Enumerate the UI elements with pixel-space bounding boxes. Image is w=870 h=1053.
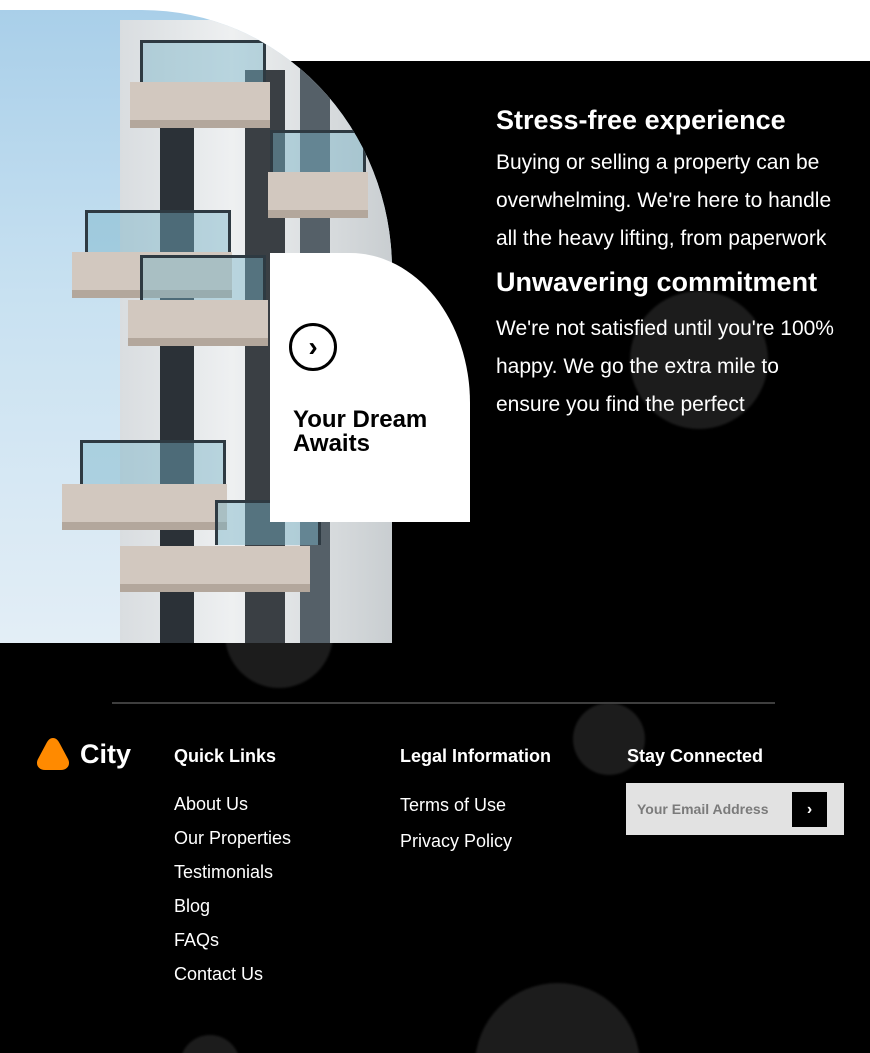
balcony (62, 484, 227, 530)
feature-title: Stress-free experience (496, 105, 786, 135)
feature-text: Buying or selling a property can be overwhelming. We're here to handle all the heavy lifting, from paperwork (496, 151, 832, 250)
footer-link-blog[interactable]: Blog (174, 896, 211, 916)
footer-link-properties[interactable]: Our Properties (174, 828, 292, 848)
feature-title: Unwavering commitment (496, 267, 818, 297)
newsletter-form (626, 783, 844, 835)
stay-connected-heading: Stay Connected (627, 746, 764, 766)
balcony-railing (140, 40, 266, 85)
balcony-railing (85, 210, 231, 255)
balcony (128, 300, 268, 346)
features-list (496, 96, 846, 424)
footer-divider (112, 702, 775, 704)
quick-links-column (174, 743, 291, 991)
quick-links-heading: Quick Links (174, 746, 277, 766)
balcony-railing (140, 255, 266, 300)
legal-column (400, 743, 551, 859)
decorative-circle (180, 1035, 240, 1053)
city-logo-icon (36, 737, 70, 771)
balcony-railing (270, 130, 366, 175)
feature-text: We're not satisfied until you're 100% happy. We go the extra mile to ensure you find the perfect (496, 317, 834, 416)
balcony-railing (80, 440, 226, 485)
footer-link-about[interactable]: About Us (174, 794, 249, 814)
balcony (130, 82, 270, 128)
footer-link-testimonials[interactable]: Testimonials (174, 862, 274, 882)
stay-connected-column (627, 743, 763, 787)
footer-link-contact[interactable]: Contact Us (174, 964, 264, 984)
decorative-circle (475, 983, 640, 1053)
chevron-right-circle-icon[interactable]: › (289, 323, 337, 371)
card-title: Your Dream Awaits (293, 406, 428, 457)
feature-item (496, 96, 846, 258)
footer-link-privacy[interactable]: Privacy Policy (400, 831, 513, 851)
chevron-right-icon: › (806, 800, 813, 818)
balcony (120, 546, 310, 592)
legal-heading: Legal Information (400, 746, 552, 766)
logo-name: City (80, 738, 132, 769)
email-input[interactable] (635, 800, 789, 818)
newsletter-submit-button[interactable] (792, 792, 827, 827)
logo[interactable] (36, 737, 131, 771)
footer-link-faqs[interactable]: FAQs (174, 930, 220, 950)
feature-item (496, 258, 846, 424)
footer-link-terms[interactable]: Terms of Use (400, 795, 507, 815)
balcony (268, 172, 368, 218)
